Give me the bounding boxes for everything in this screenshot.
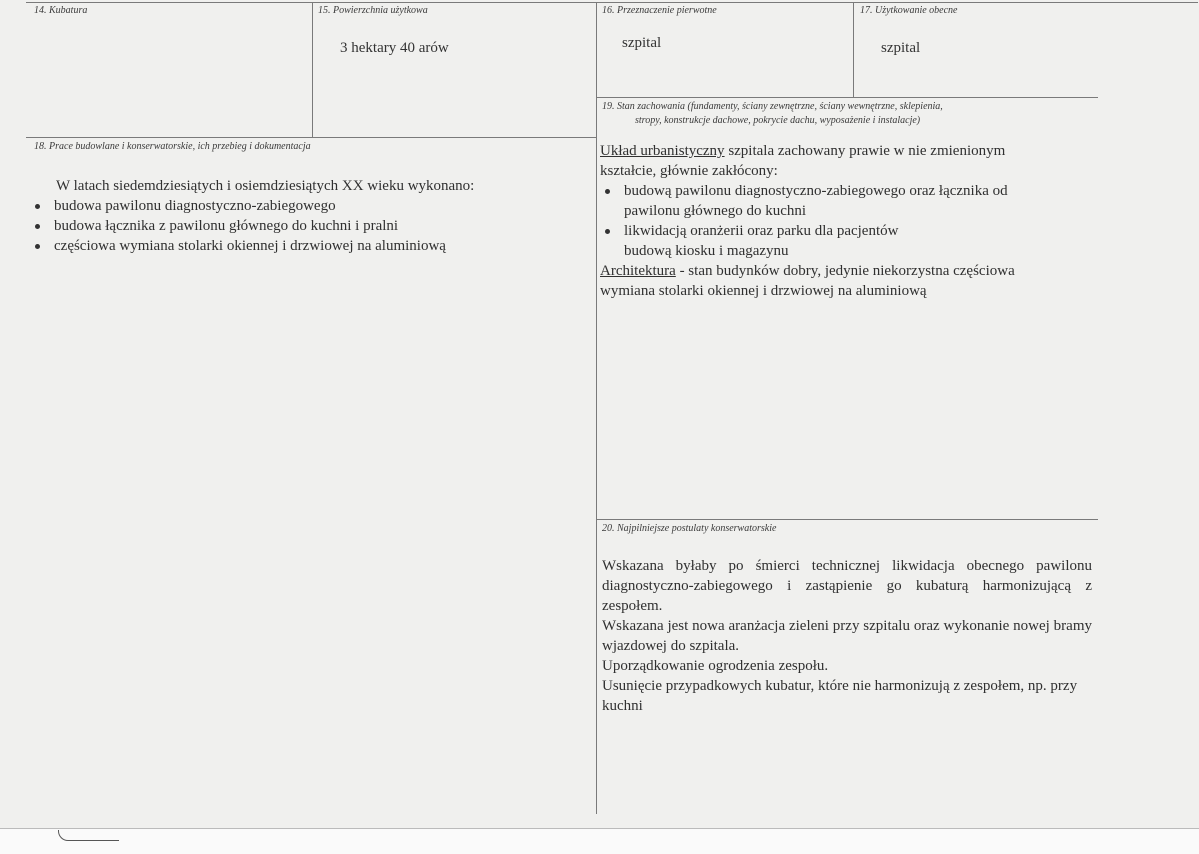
- field-17-label: 17. Użytkowanie obecne: [860, 5, 958, 16]
- field-19-content: [600, 141, 1080, 301]
- urban-extra-line: budową kiosku i magazynu: [624, 243, 789, 259]
- field-20-label: 20. Najpilniejsze postulaty konserwatorskie: [602, 523, 777, 534]
- field-15-label: 15. Powierzchnia użytkowa: [318, 5, 428, 16]
- postulate-paragraph: Wskazana jest nowa aranżacja zieleni przy szpitalu oraz wykonanie nowej bramy wjazdowej do szpitala.: [602, 618, 1092, 654]
- divider-16-17: [853, 2, 854, 98]
- list-item: likwidacją oranżerii oraz parku dla pacjentów: [600, 221, 1080, 241]
- row-divider-19: [596, 97, 1098, 98]
- field-14-label: 14. Kubatura: [34, 5, 88, 16]
- arch-text-1: - stan budynków dobry, jedynie niekorzystna częściowa: [675, 263, 1015, 279]
- postulate-paragraph: Usunięcie przypadkowych kubatur, które nie harmonizują z zespołem, np. przy kuchni: [602, 678, 1078, 714]
- field-17-value: szpital: [881, 40, 921, 56]
- arch-line-1: [600, 261, 1080, 281]
- urban-heading: Układ urbanistyczny: [600, 143, 725, 159]
- field-18-content: [30, 176, 590, 256]
- field-15-value: 3 hektary 40 arów: [340, 40, 449, 56]
- top-border: [26, 2, 1198, 3]
- row-divider-18: [26, 137, 596, 138]
- list-item: budowa pawilonu diagnostyczno-zabiegowego: [30, 196, 590, 216]
- scan-mark: [58, 830, 119, 841]
- field-20-content: [602, 556, 1092, 716]
- divider-14-15: [312, 2, 313, 138]
- works-list: [30, 196, 590, 256]
- field-19-label-line1: 19. Stan zachowania (fundamenty, ściany zewnętrzne, ściany wewnętrzne, sklepienia,: [602, 101, 943, 112]
- urban-list: [600, 181, 1080, 241]
- arch-line-2: wymiana stolarki okiennej i drzwiowej na aluminiową: [600, 283, 927, 299]
- page-bottom-edge: [0, 828, 1199, 854]
- arch-heading: Architektura: [600, 263, 676, 279]
- postulate-paragraph: Uporządkowanie ogrodzenia zespołu.: [602, 658, 829, 674]
- field-18-intro: W latach siedemdziesiątych i osiemdziesiątych XX wieku wykonano:: [56, 178, 475, 194]
- field-16-value: szpital: [622, 35, 662, 51]
- field-19-label-line2: stropy, konstrukcje dachowe, pokrycie dachu, wyposażenie i instalacje): [635, 115, 921, 126]
- urban-line-1: [600, 141, 1080, 161]
- row-divider-20: [596, 519, 1098, 520]
- urban-line-2: kształcie, głównie zakłócony:: [600, 163, 778, 179]
- list-item: częściowa wymiana stolarki okiennej i drzwiowej na aluminiową: [30, 236, 590, 256]
- list-item: budową pawilonu diagnostyczno-zabiegowego oraz łącznika od pawilonu głównego do kuchni: [600, 181, 1054, 221]
- divider-main: [596, 2, 597, 814]
- field-18-label: 18. Prace budowlane i konserwatorskie, ich przebieg i dokumentacja: [34, 141, 311, 152]
- postulate-paragraph: Wskazana byłaby po śmierci technicznej likwidacja obecnego pawilonu diagnostyczno-zabiegowego i zastąpienie go kubaturą harmonizującą z zespołem.: [602, 558, 1092, 614]
- list-item: budowa łącznika z pawilonu głównego do kuchni i pralni: [30, 216, 590, 236]
- urban-text-1: szpitala zachowany prawie w nie zmienionym: [724, 143, 1006, 159]
- field-16-label: 16. Przeznaczenie pierwotne: [602, 5, 717, 16]
